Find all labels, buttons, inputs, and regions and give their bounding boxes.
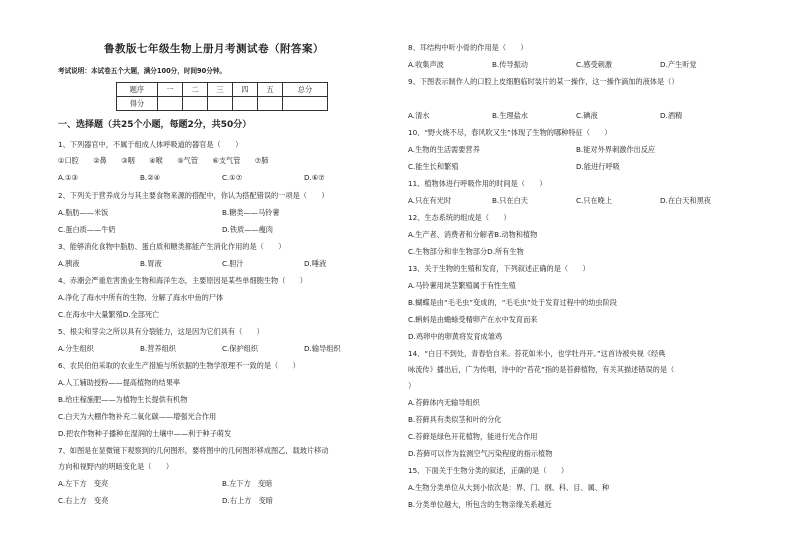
option: B.胃液 xyxy=(140,259,162,268)
option: D.⑥⑦ xyxy=(304,173,325,182)
option: D.鸡卵中的卵黄将发育成雏鸡 xyxy=(408,332,503,341)
question-12: 12、生态系统的组成是（ ） xyxy=(408,213,511,222)
option: C.感受刺激 xyxy=(576,60,613,69)
score-header-cell: 一 xyxy=(158,83,183,97)
option: C.苔藓是绿色开花植物，能进行光合作用 xyxy=(408,432,538,441)
question-1: 1、下列器官中，不属于组成人体呼吸道的器官是（ ） xyxy=(58,140,243,149)
option: C.只在晚上 xyxy=(576,196,613,205)
option: B.②④ xyxy=(140,173,161,182)
question-8: 8、耳结构中听小骨的作用是（ ） xyxy=(408,43,528,52)
score-cell xyxy=(208,97,233,111)
option: D.输导组织 xyxy=(304,344,341,353)
option: C.胆汁 xyxy=(222,259,244,268)
option: D.产生听觉 xyxy=(660,60,697,69)
question-13: 13、关于生物的生殖和发育，下列叙述正确的是（ ） xyxy=(408,264,590,273)
question-2: 2、下列关于营养成分与其主要食物来源的搭配中，你认为搭配错误的一项是（ ） xyxy=(58,191,329,200)
option: C.①⑦ xyxy=(222,173,243,182)
question-11: 11、植物体进行呼吸作用的时间是（ ） xyxy=(408,179,547,188)
score-cell xyxy=(233,97,258,111)
option: C.生物部分和非生物部分D.所有生物 xyxy=(408,247,524,256)
option: C.能生长和繁殖 xyxy=(408,162,459,171)
question-9: 9、下图表示制作人的口腔上皮细胞临时装片的某一操作，这一操作滴加的液体是（） xyxy=(408,77,679,86)
score-header-cell: 总分 xyxy=(283,83,328,97)
option: A.生产者、消费者和分解者B.动物和植物 xyxy=(408,230,538,239)
option: D.唾液 xyxy=(304,259,327,268)
option: D.铁质——瘦肉 xyxy=(222,225,273,234)
question-3: 3、能够消化食物中脂肪、蛋白质和糖类都能产生消化作用的是（ ） xyxy=(58,242,286,251)
question-14-cont: ） xyxy=(408,381,416,390)
score-header-cell: 五 xyxy=(258,83,283,97)
option: A.①③ xyxy=(58,173,78,182)
score-cell xyxy=(183,97,208,111)
option: A.收集声波 xyxy=(408,60,444,69)
option: A.只在有光时 xyxy=(408,196,452,205)
option: D.酒精 xyxy=(660,111,683,120)
option: B.只在白天 xyxy=(492,196,528,205)
option: B.生理盐水 xyxy=(492,111,528,120)
score-row-label: 得分 xyxy=(117,97,158,111)
option: A.胰液 xyxy=(58,259,80,268)
score-table-header-row xyxy=(117,83,328,97)
question-7: 7、如图是在显微镜下观察到的几何图形，要将图中的几何图形移成图乙，载玻片移动 xyxy=(58,446,329,455)
question-15: 15、下面关于生物分类的叙述，正确的是（ ） xyxy=(408,466,569,475)
option: B.营养组织 xyxy=(140,344,176,353)
question-14-cont: 咏流传》播出后，广为传唱，诗中的“苔花”指的是苔藓植物，有关其描述错误的是（ xyxy=(408,365,675,374)
option: C.白天为大棚作物补充二氧化碳——增强光合作用 xyxy=(58,412,217,421)
option: A.左下方 变亮 xyxy=(58,479,109,488)
option: A.苔藓体内无输导组织 xyxy=(408,398,480,407)
option: A.生物的生活需要营养 xyxy=(408,145,480,154)
option: A.分生组织 xyxy=(58,344,94,353)
option: C.右上方 变亮 xyxy=(58,496,109,505)
option: B.给庄稼施肥——为植物生长提供有机物 xyxy=(58,395,188,404)
section-heading: 一、选择题（共25个小题，每题2分，共50分） xyxy=(58,120,252,130)
option: B.传导振动 xyxy=(492,60,528,69)
page-title: 鲁教版七年级生物上册月考测试卷（附答案） xyxy=(104,43,324,55)
score-cell xyxy=(258,97,283,111)
option: B.苔藓具有类似茎和叶的分化 xyxy=(408,415,502,424)
option: A.脂肪——米饭 xyxy=(58,208,109,217)
question-6: 6、农民伯伯采取的农业生产措施与所依据的生物学原理不一致的是（ ） xyxy=(58,361,300,370)
option: C.蝌蚪是由蟾蜍受精卵产在水中发育而来 xyxy=(408,315,538,324)
score-header-cell: 三 xyxy=(208,83,233,97)
score-cell xyxy=(283,97,328,111)
question-5: 5、根尖和芽尖之所以具有分裂能力，这是因为它们具有（ ） xyxy=(58,327,264,336)
option: C.蛋白质——牛奶 xyxy=(58,225,116,234)
option: A.净化了海水中所有的生物、分解了海水中鱼的尸体 xyxy=(58,293,224,302)
score-header-cell: 题序 xyxy=(117,83,158,97)
score-header-cell: 二 xyxy=(183,83,208,97)
option: C.保护组织 xyxy=(222,344,259,353)
question-10: 10、“野火烧不尽，春风吹又生”体现了生物的哪种特征（ ） xyxy=(408,128,612,137)
option: D.苔藓可以作为监测空气污染程度的指示植物 xyxy=(408,449,553,458)
question-7-cont: 方向和视野内的明暗变化是（ ） xyxy=(58,462,174,471)
option: A.人工辅助授粉——提高植物的结果率 xyxy=(58,378,181,387)
option: B.能对外界刺激作出反应 xyxy=(576,145,656,154)
option: D.能进行呼吸 xyxy=(576,162,620,171)
option: B.糖类——马铃薯 xyxy=(222,208,280,217)
score-header-cell: 四 xyxy=(233,83,258,97)
question-4: 4、赤潮会严重危害渔业生物和海洋生态，主要原因是某些单细胞生物（ ） xyxy=(58,276,307,285)
score-cell xyxy=(158,97,183,111)
option: B.左下方 变暗 xyxy=(222,479,273,488)
option: A.生物分类单位从大到小依次是：界、门、纲、科、目、属、种 xyxy=(408,483,610,492)
score-table xyxy=(116,82,328,111)
score-table-score-row xyxy=(117,97,328,111)
option: B.蝴蝶是由“毛毛虫”变成的，“毛毛虫”处于发育过程中的幼虫阶段 xyxy=(408,298,617,307)
exam-note: 考试说明：本试卷五个大题，满分100分，时间90分钟。 xyxy=(58,67,227,75)
option: D.右上方 变暗 xyxy=(222,496,273,505)
option: A.清水 xyxy=(408,111,430,120)
option: B.分类单位越大，所包含的生物亲缘关系越近 xyxy=(408,500,552,509)
option: A.马铃薯用块茎繁殖属于有性生殖 xyxy=(408,281,516,290)
question-14: 14、“白日不到处，青春恰自来。苔花如米小，也学牡丹开。”这首诗被央视《经典 xyxy=(408,349,666,358)
option: C.碘液 xyxy=(576,111,598,120)
option: D.在白天和黑夜 xyxy=(660,196,711,205)
question-1-items: ①口腔 ②鼻 ③咽 ④喉 ⑤气管 ⑥支气管 ⑦肺 xyxy=(58,156,269,165)
option: C.在海水中大量繁殖D.全部死亡 xyxy=(58,310,160,319)
option: D.把农作物种子播种在湿润的土壤中——利于种子萌发 xyxy=(58,429,232,438)
